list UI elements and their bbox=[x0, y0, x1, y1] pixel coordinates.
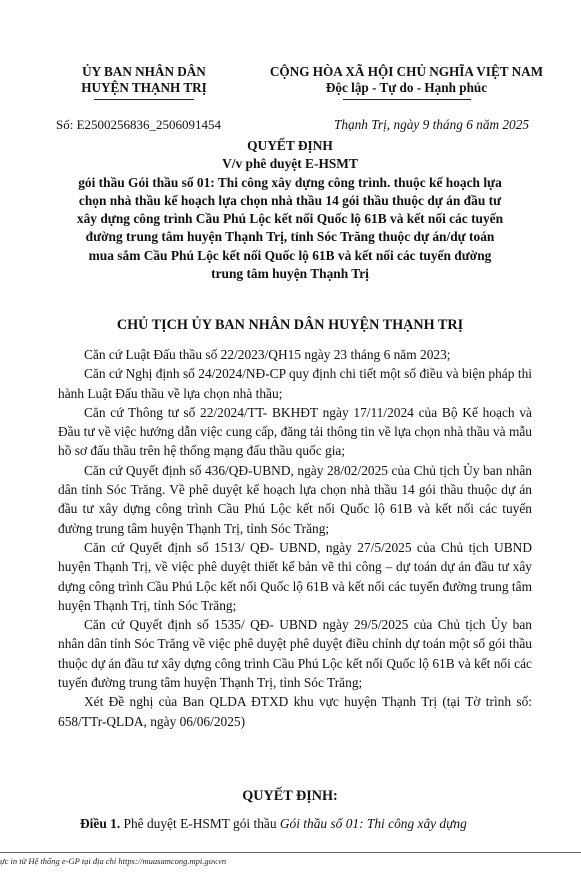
decision-title bbox=[36, 137, 544, 283]
basis-paragraph: Xét Đề nghị của Ban QLDA ĐTXD khu vực huyện Thạnh Trị (tại Tờ trình số: 658/TTr-QLDA, ngày 06/06/2025) bbox=[58, 694, 532, 729]
basis-paragraph: Căn cứ Nghị định số 24/2024/NĐ-CP quy định chi tiết một số điều và biện pháp thi hành Luật Đấu thầu về lựa chọn nhà thầu; bbox=[58, 366, 532, 401]
basis-paragraph: Căn cứ Quyết định số 436/QĐ-UBND, ngày 28/02/2025 của Chủ tịch Ủy ban nhân dân tỉnh Sóc Trăng. Về phê duyệt kế hoạch lựa chọn nhà thầu 14 gói thầu thuộc dự án đầu tư xây dựng công trình Cầu Phú Lộc kết nối Quốc lộ 61B và kết nối các tuyến đường trung tâm huyện Thạnh Trị, tỉnh Sóc Trăng; bbox=[58, 462, 532, 536]
agency-line-2: HUYỆN THẠNH TRỊ bbox=[81, 80, 207, 95]
footer-note: ực in từ Hệ thống e-GP tại địa chỉ https://muasamcong.mpi.gov.vn bbox=[0, 856, 227, 866]
legal-bases bbox=[58, 345, 532, 731]
document-date: Thạnh Trị, ngày 9 tháng 6 năm 2025 bbox=[333, 117, 529, 132]
title-line: đường trung tâm huyện Thạnh Trị, tỉnh Sóc Trăng thuộc dự án/dự toán bbox=[85, 229, 495, 245]
nation-name: CỘNG HÒA XÃ HỘI CHỦ NGHĨA VIỆT NAM bbox=[269, 64, 544, 79]
national-motto bbox=[244, 64, 569, 100]
agency-line-1: ỦY BAN NHÂN DÂN bbox=[82, 64, 206, 79]
basis-paragraph: Căn cứ Luật Đấu thầu số 22/2023/QH15 ngày 23 tháng 6 năm 2023; bbox=[84, 347, 451, 362]
authority-heading: CHỦ TỊCH ỦY BAN NHÂN DÂN HUYỆN THẠNH TRỊ bbox=[116, 317, 464, 333]
title-line: mua sắm Cầu Phú Lộc kết nối Quốc lộ 61B và kết nối các tuyến đường bbox=[88, 247, 492, 263]
title-line: trung tâm huyện Thạnh Trị bbox=[211, 266, 369, 282]
title-subject: V/v phê duyệt E-HSMT bbox=[222, 156, 358, 172]
basis-paragraph: Căn cứ Quyết định số 1535/ QĐ- UBND ngày 29/5/2025 của Chủ tịch Ủy ban nhân dân tỉnh Sóc Trăng về việc phê duyệt phê duyệt điều chỉnh dự toán một số gói thầu thuộc dự án đầu tư xây dựng công trình Cầu Phú Lộc kết nối Quốc lộ 61B và kết nối các tuyến đường trung tâm huyện Thạnh Trị, tỉnh Sóc Trăng; bbox=[58, 617, 532, 691]
article-1-label: Điều 1. bbox=[80, 816, 121, 831]
decision-heading: QUYẾT ĐỊNH: bbox=[242, 788, 338, 804]
issuing-agency bbox=[52, 64, 236, 100]
title-heading: QUYẾT ĐỊNH bbox=[247, 138, 333, 153]
basis-paragraph: Căn cứ Quyết định số 1513/ QĐ- UBND, ngày 27/5/2025 của Chủ tịch UBND huyện Thạnh Trị, về việc phê duyệt thiết kế bản vẽ thi công – dự toán dự án đầu tư xây dựng công trình Cầu Phú Lộc kết nối Quốc lộ 61B và kết nối các tuyến đường trung tâm huyện Thạnh Trị, tỉnh Sóc Trăng; bbox=[58, 539, 532, 613]
motto-underline bbox=[343, 99, 471, 100]
title-line: xây dựng công trình Cầu Phú Lộc kết nối Quốc lộ 61B và kết nối các tuyến bbox=[76, 211, 504, 227]
article-1-package: Gói thầu số 01: Thi công xây dựng bbox=[279, 816, 467, 831]
basis-paragraph: Căn cứ Thông tư số 22/2024/TT- BKHĐT ngày 17/11/2024 của Bộ Kế hoạch và Đầu tư về việc hướng dẫn việc cung cấp, đăng tải thông tin về lựa chọn nhà thầu và mẫu hồ sơ đấu thầu trên hệ thống mạng đấu thầu quốc gia; bbox=[58, 404, 532, 459]
agency-underline bbox=[94, 99, 194, 100]
article-1-text: Phê duyệt E-HSMT gói thầu bbox=[120, 816, 280, 831]
title-line: chọn nhà thầu kế hoạch lựa chọn nhà thầu 14 gói thầu thuộc dự án đầu tư bbox=[78, 192, 502, 208]
article-1 bbox=[80, 816, 540, 832]
document-number: Số: E2500256836_2506091454 bbox=[56, 117, 222, 132]
footer-divider bbox=[0, 852, 581, 853]
motto: Độc lập - Tự do - Hạnh phúc bbox=[325, 80, 488, 95]
title-line: gói thầu Gói thầu số 01: Thi công xây dựng công trình. thuộc kế hoạch lựa bbox=[78, 174, 502, 190]
